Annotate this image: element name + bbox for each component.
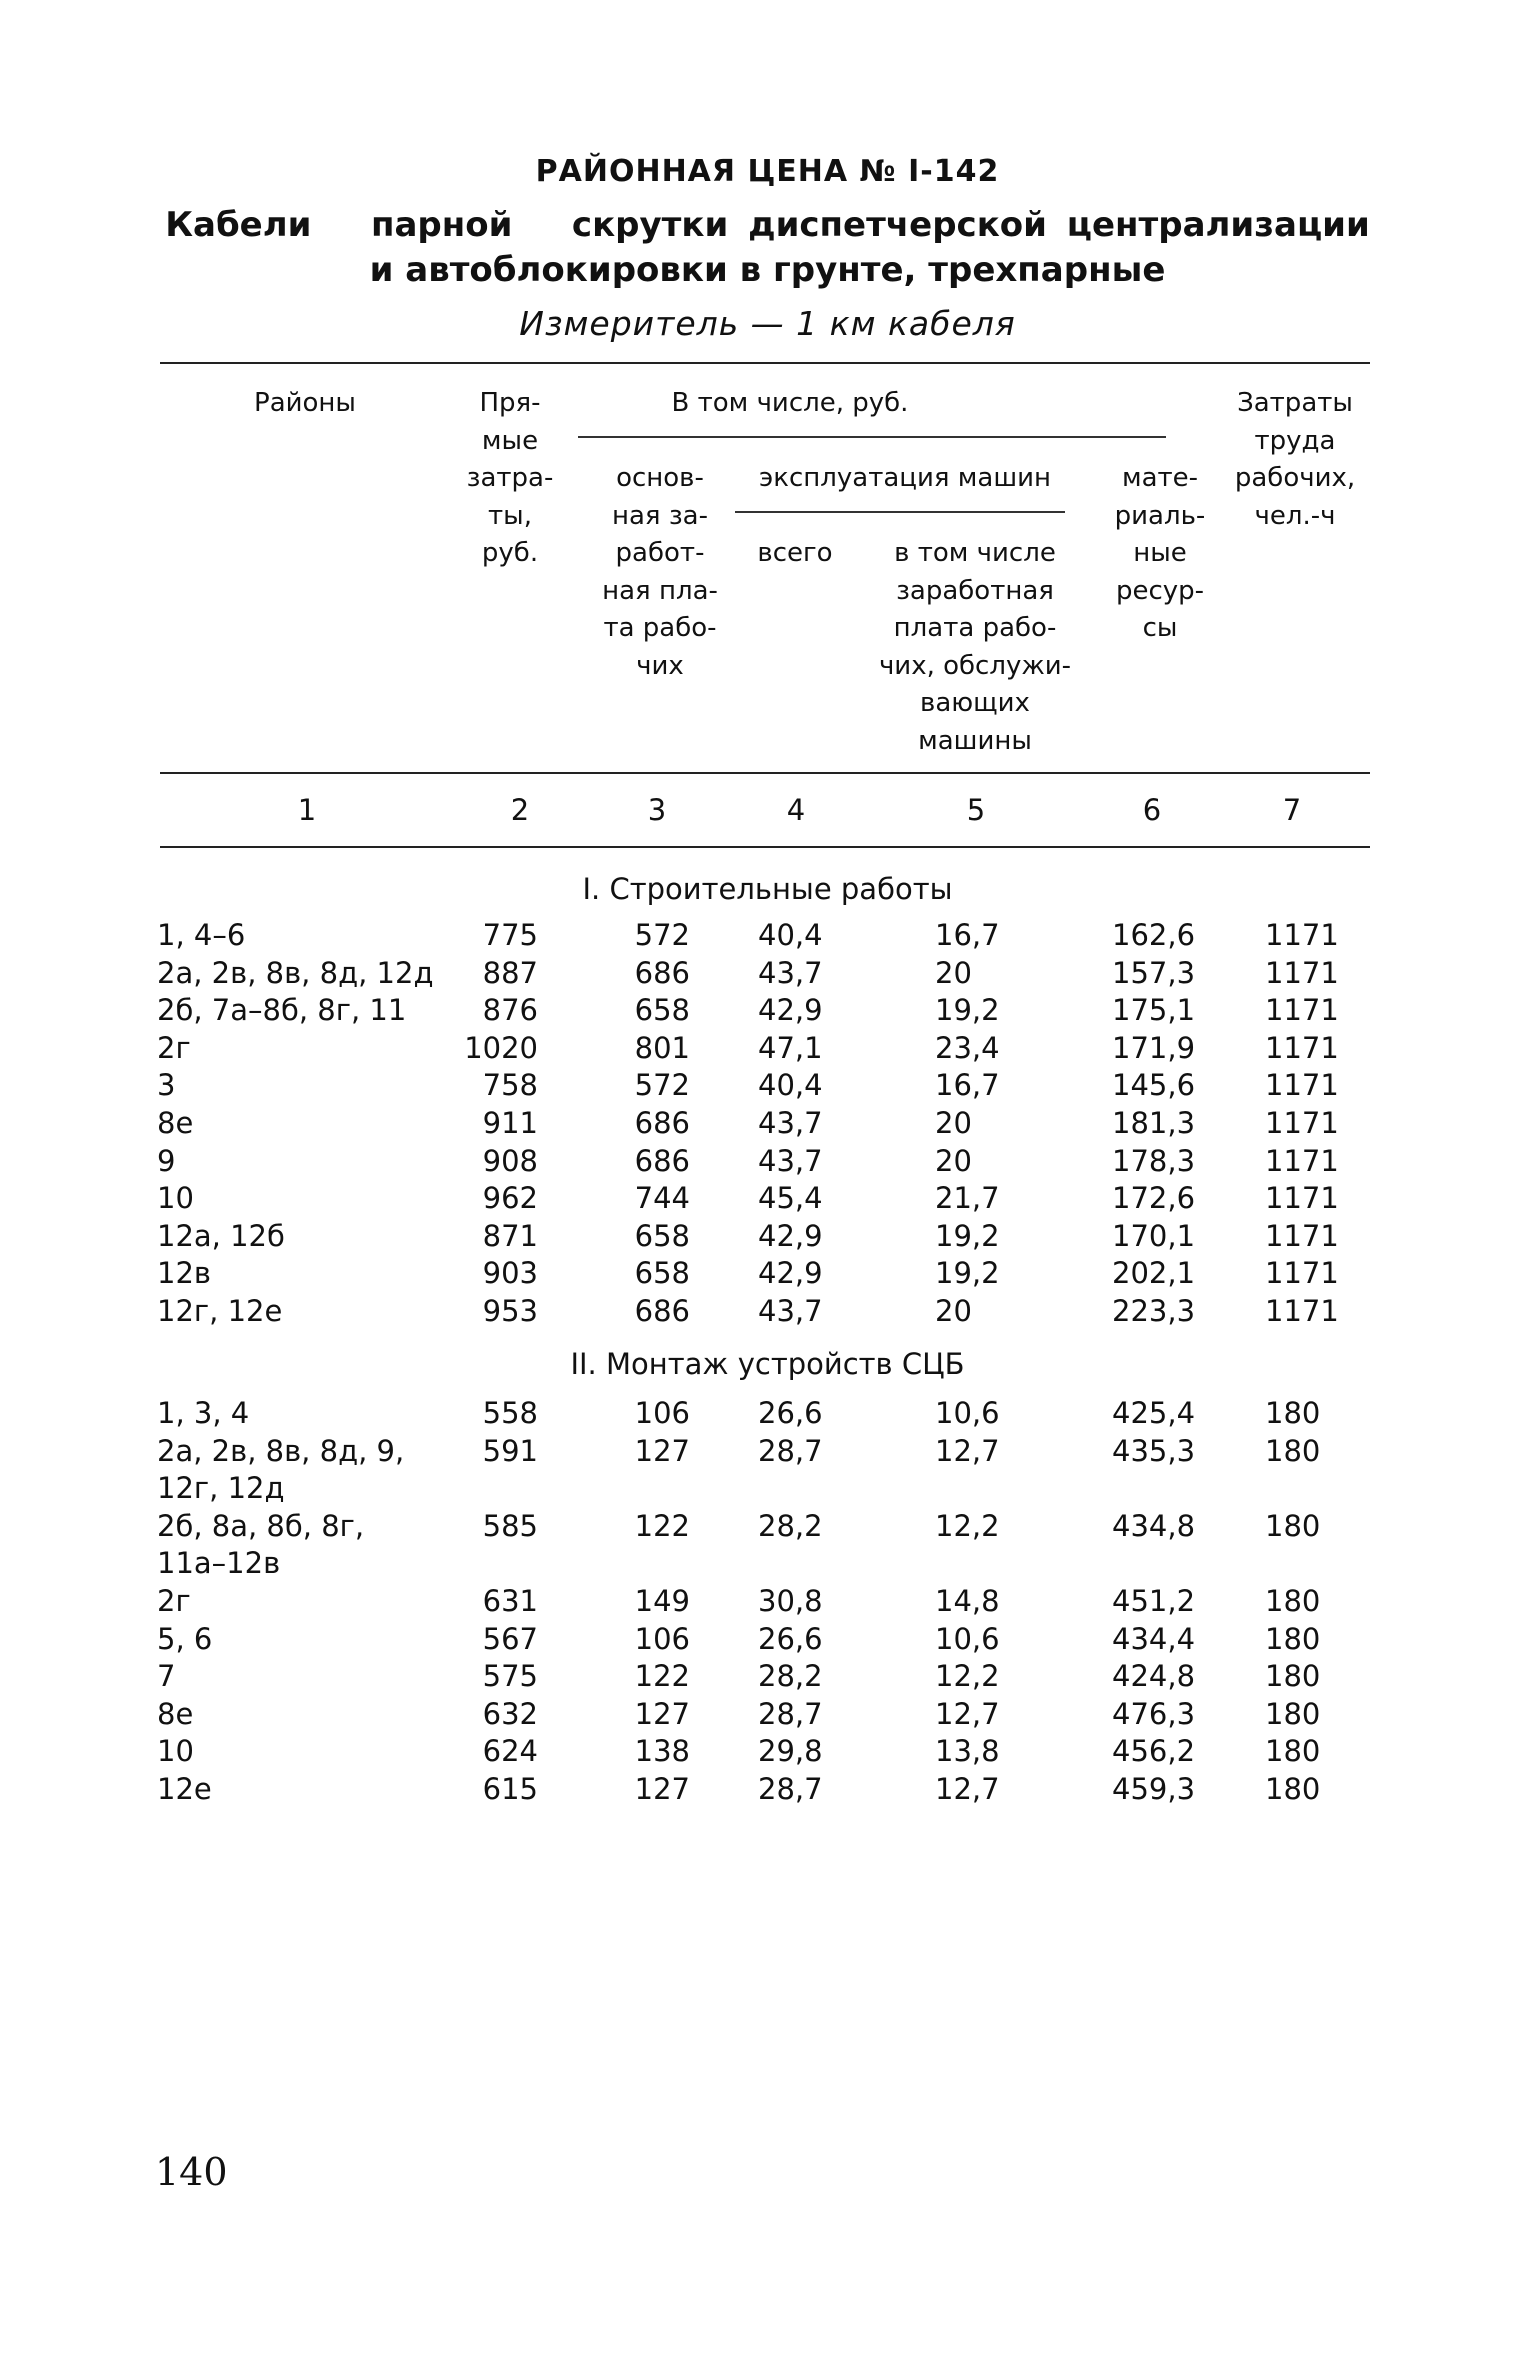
cell-col7: 180 [1265,1396,1321,1430]
header-labor-costs: Затраты труда рабочих, чел.-ч [1234,388,1356,531]
header-machines-total: всего [757,538,833,568]
cell-col4: 28,7 [758,1772,823,1806]
cell-col3: 686 [634,1144,690,1178]
row-region: 5, 6 [157,1622,213,1656]
cell-col5: 20 [935,1294,972,1328]
cell-col3: 106 [634,1396,690,1430]
cell-col4: 45,4 [758,1181,823,1215]
cell-col6: 172,6 [1112,1181,1196,1215]
cell-col5: 10,6 [935,1622,1000,1656]
header-base-wages: основ- ная за- работ- ная пла- та рабо- чих [602,463,718,681]
row-region: 2а, 2в, 8в, 8д, 12д [157,956,434,990]
cell-col6: 435,3 [1112,1434,1196,1468]
cell-col5: 12,2 [935,1509,1000,1543]
cell-col5: 19,2 [935,1256,1000,1290]
price-title: РАЙОННАЯ ЦЕНА № I-142 [535,154,1000,189]
cell-col3: 801 [634,1031,690,1065]
cell-col3: 686 [634,1106,690,1140]
header-machine-operator-wages: в том числе заработная плата рабо- чих, обслужи- вающих машины [878,538,1072,756]
cell-col6: 145,6 [1112,1068,1196,1102]
cell-col6: 202,1 [1112,1256,1196,1290]
cell-col5: 21,7 [935,1181,1000,1215]
header-group-rule [578,436,1166,438]
cell-col6: 157,3 [1112,956,1196,990]
cell-col3: 686 [634,956,690,990]
cell-col3: 138 [634,1734,690,1768]
cell-col7: 180 [1265,1659,1321,1693]
cell-col3: 572 [634,1068,690,1102]
cell-col7: 180 [1265,1509,1321,1543]
column-number: 2 [510,793,530,827]
cell-col6: 425,4 [1112,1396,1196,1430]
cell-col5: 19,2 [935,993,1000,1027]
cell-col4: 28,7 [758,1434,823,1468]
cell-col2: 632 [482,1697,538,1731]
header-material-resources: мате- риаль- ные ресур- сы [1114,463,1206,644]
cell-col2: 876 [482,993,538,1027]
row-region: 12г, 12е [157,1294,283,1328]
cell-col6: 424,8 [1112,1659,1196,1693]
cell-col4: 40,4 [758,1068,823,1102]
row-region: 9 [157,1144,176,1178]
cell-col3: 658 [634,993,690,1027]
column-number: 3 [647,793,667,827]
row-region-continued: 11а–12в [157,1546,281,1580]
cell-col5: 23,4 [935,1031,1000,1065]
cell-col7: 180 [1265,1434,1321,1468]
row-region-continued: 12г, 12д [157,1471,285,1505]
cell-col2: 575 [482,1659,538,1693]
cell-col4: 47,1 [758,1031,823,1065]
cell-col3: 122 [634,1509,690,1543]
cell-col4: 43,7 [758,956,823,990]
cell-col6: 451,2 [1112,1584,1196,1618]
cell-col3: 149 [634,1584,690,1618]
row-region: 8е [157,1106,194,1140]
cell-col7: 180 [1265,1734,1321,1768]
unit-of-measure: Измеритель — 1 км кабеля [519,304,1016,343]
cell-col4: 43,7 [758,1294,823,1328]
table-top-rule [160,362,1370,364]
cell-col6: 170,1 [1112,1219,1196,1253]
cell-col2: 908 [482,1144,538,1178]
cell-col4: 29,8 [758,1734,823,1768]
cell-col4: 42,9 [758,993,823,1027]
row-region: 2г [157,1031,191,1065]
cell-col7: 1171 [1265,1144,1339,1178]
cell-col3: 658 [634,1219,690,1253]
column-number: 5 [966,793,986,827]
header-machine-rule [735,511,1065,513]
cell-col2: 631 [482,1584,538,1618]
cell-col6: 181,3 [1112,1106,1196,1140]
cell-col3: 127 [634,1697,690,1731]
section-title: II. Монтаж устройств СЦБ [570,1347,965,1381]
cell-col7: 180 [1265,1697,1321,1731]
cell-col7: 1171 [1265,1106,1339,1140]
cell-col5: 20 [935,1106,972,1140]
cell-col7: 180 [1265,1622,1321,1656]
header-group-including: В том числе, руб. [671,388,909,418]
cell-col5: 20 [935,956,972,990]
cell-col2: 953 [482,1294,538,1328]
cell-col4: 26,6 [758,1622,823,1656]
row-region: 1, 3, 4 [157,1396,250,1430]
cell-col2: 903 [482,1256,538,1290]
cell-col7: 1171 [1265,956,1339,990]
price-subtitle-line2: и автоблокировки в грунте, трехпарные [369,250,1166,290]
cell-col5: 19,2 [935,1219,1000,1253]
row-region: 10 [157,1181,194,1215]
cell-col5: 12,2 [935,1659,1000,1693]
row-region: 3 [157,1068,176,1102]
cell-col7: 1171 [1265,1068,1339,1102]
cell-col4: 26,6 [758,1396,823,1430]
cell-col5: 12,7 [935,1434,1000,1468]
cell-col4: 42,9 [758,1219,823,1253]
row-region: 2б, 8а, 8б, 8г, [157,1509,365,1543]
cell-col5: 20 [935,1144,972,1178]
cell-col7: 180 [1265,1772,1321,1806]
cell-col2: 775 [482,918,538,952]
cell-col2: 911 [482,1106,538,1140]
cell-col2: 962 [482,1181,538,1215]
cell-col7: 1171 [1265,1256,1339,1290]
row-region: 12а, 12б [157,1219,285,1253]
header-regions: Районы [254,388,356,418]
cell-col3: 127 [634,1772,690,1806]
cell-col2: 591 [482,1434,538,1468]
header-bottom-rule [160,772,1370,774]
cell-col4: 28,7 [758,1697,823,1731]
cell-col4: 28,2 [758,1509,823,1543]
cell-col2: 758 [482,1068,538,1102]
cell-col5: 12,7 [935,1772,1000,1806]
cell-col6: 434,4 [1112,1622,1196,1656]
cell-col3: 127 [634,1434,690,1468]
row-region: 1, 4–6 [157,918,246,952]
cell-col3: 658 [634,1256,690,1290]
cell-col6: 178,3 [1112,1144,1196,1178]
cell-col7: 180 [1265,1584,1321,1618]
cell-col4: 43,7 [758,1144,823,1178]
cell-col6: 223,3 [1112,1294,1196,1328]
cell-col5: 10,6 [935,1396,1000,1430]
page-number: 140 [155,2150,228,2194]
cell-col6: 459,3 [1112,1772,1196,1806]
cell-col6: 434,8 [1112,1509,1196,1543]
cell-col3: 686 [634,1294,690,1328]
cell-col5: 14,8 [935,1584,1000,1618]
column-number: 4 [786,793,806,827]
cell-col2: 624 [482,1734,538,1768]
cell-col4: 42,9 [758,1256,823,1290]
cell-col7: 1171 [1265,1294,1339,1328]
cell-col4: 43,7 [758,1106,823,1140]
cell-col5: 16,7 [935,918,1000,952]
section-title: I. Строительные работы [582,872,953,906]
cell-col2: 871 [482,1219,538,1253]
price-subtitle-line1: Кабели парной скрутки диспетчерской централизации [165,205,1370,245]
row-region: 2а, 2в, 8в, 8д, 9, [157,1434,405,1468]
column-number: 1 [297,793,317,827]
cell-col5: 12,7 [935,1697,1000,1731]
cell-col4: 30,8 [758,1584,823,1618]
cell-col7: 1171 [1265,993,1339,1027]
row-region: 12е [157,1772,212,1806]
row-region: 2б, 7а–8б, 8г, 11 [157,993,407,1027]
cell-col3: 744 [634,1181,690,1215]
cell-col7: 1171 [1265,1181,1339,1215]
cell-col4: 28,2 [758,1659,823,1693]
cell-col3: 572 [634,918,690,952]
cell-col7: 1171 [1265,1031,1339,1065]
row-region: 10 [157,1734,194,1768]
cell-col2: 558 [482,1396,538,1430]
cell-col5: 16,7 [935,1068,1000,1102]
cell-col6: 175,1 [1112,993,1196,1027]
cell-col5: 13,8 [935,1734,1000,1768]
cell-col2: 567 [482,1622,538,1656]
column-numbers-rule [160,846,1370,848]
cell-col3: 106 [634,1622,690,1656]
cell-col4: 40,4 [758,918,823,952]
cell-col2: 1020 [464,1031,538,1065]
column-number: 7 [1282,793,1302,827]
cell-col7: 1171 [1265,1219,1339,1253]
cell-col6: 476,3 [1112,1697,1196,1731]
cell-col6: 171,9 [1112,1031,1196,1065]
row-region: 2г [157,1584,191,1618]
cell-col3: 122 [634,1659,690,1693]
header-machine-operation: эксплуатация машин [758,463,1052,493]
cell-col7: 1171 [1265,918,1339,952]
column-number: 6 [1142,793,1162,827]
header-direct-costs: Пря- мые затра- ты, руб. [466,388,554,569]
row-region: 8е [157,1697,194,1731]
cell-col6: 456,2 [1112,1734,1196,1768]
cell-col2: 615 [482,1772,538,1806]
cell-col2: 887 [482,956,538,990]
row-region: 12в [157,1256,211,1290]
cell-col6: 162,6 [1112,918,1196,952]
row-region: 7 [157,1659,176,1693]
cell-col2: 585 [482,1509,538,1543]
